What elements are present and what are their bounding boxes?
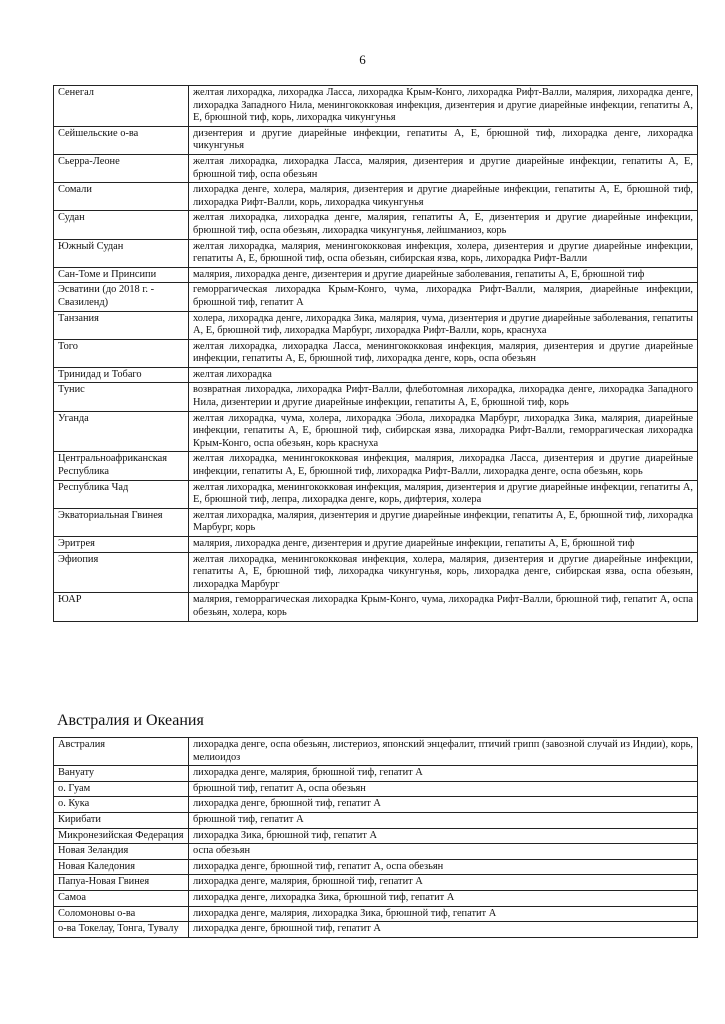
section-heading-oceania: Австралия и Океания (57, 712, 204, 729)
diseases-cell: желтая лихорадка, лихорадка Ласса, малярия, дизентерия и другие диарейные инфекции, гепатиты А, Е, брюшной тиф, оспа обезьян (189, 154, 698, 182)
table-row (54, 922, 698, 938)
country-cell: Того (54, 339, 189, 367)
diseases-cell: желтая лихорадка, менингококковая инфекция, малярия, лихорадка Ласса, дизентерия и другие диарейные инфекции, гепатиты А, Е, брюшной тиф, лихорадка Рифт-Валли, лихорадка денге, оспа обезьян, корь (189, 452, 698, 480)
country-cell: Южный Судан (54, 239, 189, 267)
africa-disease-table (53, 85, 698, 622)
country-cell: Соломоновы о-ва (54, 906, 189, 922)
country-cell: Сьерра-Леоне (54, 154, 189, 182)
table-row (54, 211, 698, 239)
diseases-cell: малярия, лихорадка денге, дизентерия и другие диарейные инфекции, гепатиты А, Е, брюшной тиф (189, 537, 698, 553)
diseases-cell: лихорадка денге, малярия, брюшной тиф, гепатит А (189, 875, 698, 891)
country-cell: Самоа (54, 890, 189, 906)
table-row (54, 86, 698, 127)
country-cell: о. Кука (54, 797, 189, 813)
diseases-cell: желтая лихорадка, малярия, менингококковая инфекция, холера, дизентерия и другие диарейные инфекции, гепатиты А, Е, брюшной тиф, оспа обезьян, сибирская язва, корь, лихорадка Рифт-Валли (189, 239, 698, 267)
diseases-cell: лихорадка Зика, брюшной тиф, гепатит А (189, 828, 698, 844)
country-cell: Сейшельские о-ва (54, 126, 189, 154)
diseases-cell: лихорадка денге, малярия, брюшной тиф, гепатит А (189, 766, 698, 782)
table-row (54, 283, 698, 311)
table-row (54, 828, 698, 844)
table-row (54, 452, 698, 480)
oceania-table-body (54, 738, 698, 938)
table-row (54, 367, 698, 383)
table-row (54, 311, 698, 339)
table-row (54, 797, 698, 813)
table-row (54, 766, 698, 782)
country-cell: Новая Каледония (54, 859, 189, 875)
country-cell: Уганда (54, 411, 189, 452)
diseases-cell: малярия, лихорадка денге, дизентерия и другие диарейные заболевания, гепатиты А, Е, брюшной тиф (189, 267, 698, 283)
country-cell: Вануату (54, 766, 189, 782)
country-cell: Экваториальная Гвинея (54, 508, 189, 536)
table-row (54, 890, 698, 906)
diseases-cell: брюшной тиф, гепатит А, оспа обезьян (189, 781, 698, 797)
diseases-cell: геморрагическая лихорадка Крым-Конго, чума, лихорадка Рифт-Валли, малярия, диарейные инфекции, брюшной тиф, гепатит А (189, 283, 698, 311)
table-row (54, 537, 698, 553)
diseases-cell: желтая лихорадка, менингококковая инфекция, малярия, дизентерия и другие диарейные инфекции, гепатиты А, Е, брюшной тиф, лепра, лихорадка денге, корь, дифтерия, холера (189, 480, 698, 508)
diseases-cell: лихорадка денге, лихорадка Зика, брюшной тиф, гепатит А (189, 890, 698, 906)
country-cell: Австралия (54, 738, 189, 766)
diseases-cell: лихорадка денге, брюшной тиф, гепатит А, оспа обезьян (189, 859, 698, 875)
table-row (54, 812, 698, 828)
table-row (54, 859, 698, 875)
diseases-cell: брюшной тиф, гепатит А (189, 812, 698, 828)
country-cell: Эфиопия (54, 552, 189, 593)
diseases-cell: желтая лихорадка, менингококковая инфекция, холера, малярия, дизентерия и другие диарейные инфекции, гепатиты А, Е, брюшной тиф, лихорадка чикунгунья, корь, лихорадка денге, сибирская язва, оспа обезьян, лихорадка Марбург (189, 552, 698, 593)
page-number: 6 (359, 52, 366, 67)
country-cell: о-ва Токелау, Тонга, Тувалу (54, 922, 189, 938)
diseases-cell: лихорадка денге, малярия, лихорадка Зика, брюшной тиф, гепатит А (189, 906, 698, 922)
table-row (54, 239, 698, 267)
country-cell: Эритрея (54, 537, 189, 553)
oceania-disease-table (53, 737, 698, 938)
table-row (54, 383, 698, 411)
country-cell: Папуа-Новая Гвинея (54, 875, 189, 891)
diseases-cell: лихорадка денге, брюшной тиф, гепатит А (189, 922, 698, 938)
table-row (54, 126, 698, 154)
country-cell: Судан (54, 211, 189, 239)
diseases-cell: желтая лихорадка, лихорадка Ласса, менингококковая инфекция, малярия, дизентерия и другие диарейные инфекции, гепатиты А, Е, брюшной тиф, лихорадка денге, корь, оспа обезьян (189, 339, 698, 367)
africa-table-body (54, 86, 698, 622)
table-row (54, 480, 698, 508)
country-cell: Микронезийская Федерация (54, 828, 189, 844)
diseases-cell: оспа обезьян (189, 844, 698, 860)
table-row (54, 844, 698, 860)
table-row (54, 508, 698, 536)
diseases-cell: лихорадка денге, холера, малярия, дизентерия и другие диарейные инфекции, гепатиты А, Е, брюшной тиф, лихорадка Рифт-Валли, корь, лихорадка чикунгунья (189, 183, 698, 211)
diseases-cell: холера, лихорадка денге, лихорадка Зика, малярия, чума, дизентерия и другие диарейные заболевания, гепатиты А, Е, брюшной тиф, лихорадка Марбург, лихорадка Рифт-Валли, корь, краснуха (189, 311, 698, 339)
table-row (54, 183, 698, 211)
diseases-cell: лихорадка денге, оспа обезьян, листериоз, японский энцефалит, птичий грипп (завозной случай из Индии), корь, мелиоидоз (189, 738, 698, 766)
table-row (54, 267, 698, 283)
diseases-cell: дизентерия и другие диарейные инфекции, гепатиты А, Е, брюшной тиф, лихорадка денге, лихорадка чикунгунья (189, 126, 698, 154)
diseases-cell: возвратная лихорадка, лихорадка Рифт-Валли, флеботомная лихорадка, лихорадка денге, лихорадка Западного Нила, дизентерии и другие диарейные инфекции, гепатиты А, Е, брюшной тиф, корь (189, 383, 698, 411)
country-cell: Тунис (54, 383, 189, 411)
country-cell: Кирибати (54, 812, 189, 828)
country-cell: Новая Зеландия (54, 844, 189, 860)
table-row (54, 552, 698, 593)
table-row (54, 339, 698, 367)
country-cell: Республика Чад (54, 480, 189, 508)
diseases-cell: лихорадка денге, брюшной тиф, гепатит А (189, 797, 698, 813)
country-cell: о. Гуам (54, 781, 189, 797)
diseases-cell: желтая лихорадка, лихорадка Ласса, лихорадка Крым-Конго, лихорадка Рифт-Валли, малярия, лихорадка денге, лихорадка Западного Нила, менингококковая инфекция, дизентерия и другие диарейные инфекции, гепатиты А, Е, брюшной тиф, корь, лихорадка чикунгунья (189, 86, 698, 127)
diseases-cell: малярия, геморрагическая лихорадка Крым-Конго, чума, лихорадка Рифт-Валли, брюшной тиф, гепатит А, оспа обезьян, холера, корь (189, 593, 698, 621)
country-cell: Тринидад и Тобаго (54, 367, 189, 383)
country-cell: Центральноафриканская Республика (54, 452, 189, 480)
country-cell: Сомали (54, 183, 189, 211)
table-row (54, 411, 698, 452)
country-cell: Танзания (54, 311, 189, 339)
country-cell: ЮАР (54, 593, 189, 621)
table-row (54, 593, 698, 621)
diseases-cell: желтая лихорадка, малярия, дизентерия и другие диарейные инфекции, гепатиты А, Е, брюшной тиф, лихорадка Марбург, корь (189, 508, 698, 536)
table-row (54, 781, 698, 797)
country-cell: Сенегал (54, 86, 189, 127)
diseases-cell: желтая лихорадка, чума, холера, лихорадка Эбола, лихорадка Марбург, лихорадка Зика, малярия, диарейные инфекции, гепатиты А, Е, брюшной тиф, сибирская язва, лихорадка Рифт-Валли, геморрагическая лихорадка Крым-Конго, оспа обезьян, корь краснуха (189, 411, 698, 452)
diseases-cell: желтая лихорадка, лихорадка денге, малярия, гепатиты А, Е, дизентерия и другие диарейные инфекции, брюшной тиф, оспа обезьян, лихорадка чикунгунья, лейшманиоз, корь (189, 211, 698, 239)
table-row (54, 154, 698, 182)
table-row (54, 906, 698, 922)
country-cell: Сан-Томе и Принсипи (54, 267, 189, 283)
table-row (54, 875, 698, 891)
diseases-cell: желтая лихорадка (189, 367, 698, 383)
country-cell: Эсватини (до 2018 г. - Свазиленд) (54, 283, 189, 311)
table-row (54, 738, 698, 766)
